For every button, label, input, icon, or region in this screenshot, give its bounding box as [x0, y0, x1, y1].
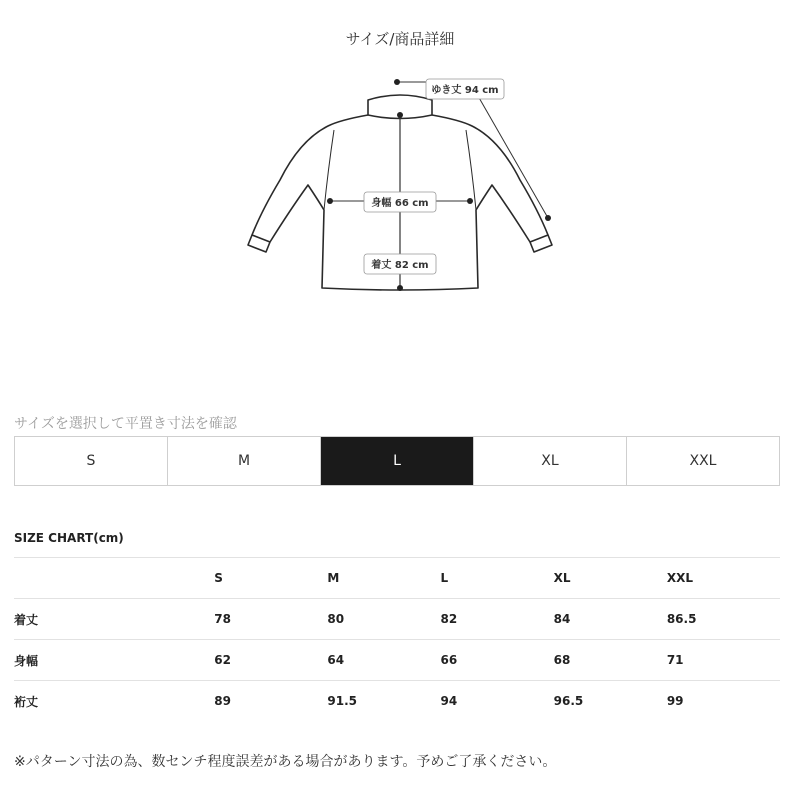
size-selector-hint: サイズを選択して平置き寸法を確認	[14, 416, 237, 432]
table-cell: 68	[554, 640, 667, 681]
table-cell: 80	[327, 599, 440, 640]
table-cell: 96.5	[554, 681, 667, 722]
table-cell: 94	[441, 681, 554, 722]
table-cell: 89	[214, 681, 327, 722]
table-corner-cell	[14, 558, 214, 599]
column-header: S	[214, 558, 327, 599]
table-row	[14, 640, 780, 681]
table-cell: 64	[327, 640, 440, 681]
width-label: 身幅 66 cm	[371, 198, 429, 209]
row-label: 身幅	[14, 640, 214, 681]
length-label: 着丈 82 cm	[371, 260, 429, 271]
table-cell: 66	[441, 640, 554, 681]
disclaimer-note: ※パターン寸法の為、数センチ程度誤差がある場合があります。予めご了承ください。	[14, 754, 557, 770]
page-title: サイズ/商品詳細	[345, 30, 455, 48]
size-option-s[interactable]: S	[15, 437, 168, 485]
sleeve-label: ゆき丈 94 cm	[431, 85, 499, 96]
size-chart-title: SIZE CHART(cm)	[14, 531, 124, 545]
table-row	[14, 681, 780, 722]
column-header: XL	[554, 558, 667, 599]
size-selector	[14, 436, 780, 486]
size-chart-table	[14, 557, 780, 721]
size-option-m[interactable]: M	[168, 437, 321, 485]
column-header: M	[327, 558, 440, 599]
row-label: 裄丈	[14, 681, 214, 722]
table-cell: 82	[441, 599, 554, 640]
table-cell: 78	[214, 599, 327, 640]
size-option-xxl[interactable]: XXL	[689, 453, 717, 469]
column-header: XXL	[667, 558, 780, 599]
row-label: 着丈	[14, 599, 214, 640]
column-header: L	[441, 558, 554, 599]
table-cell: 86.5	[667, 599, 780, 640]
size-option-l[interactable]: L	[321, 437, 474, 485]
table-cell: 62	[214, 640, 327, 681]
table-header-row	[14, 558, 780, 599]
jacket-illustration	[200, 60, 600, 320]
table-row	[14, 599, 780, 640]
table-cell: 99	[667, 681, 780, 722]
table-cell: 91.5	[327, 681, 440, 722]
table-cell: 84	[554, 599, 667, 640]
table-cell: 71	[667, 640, 780, 681]
size-option-xl[interactable]: XL	[474, 437, 627, 485]
